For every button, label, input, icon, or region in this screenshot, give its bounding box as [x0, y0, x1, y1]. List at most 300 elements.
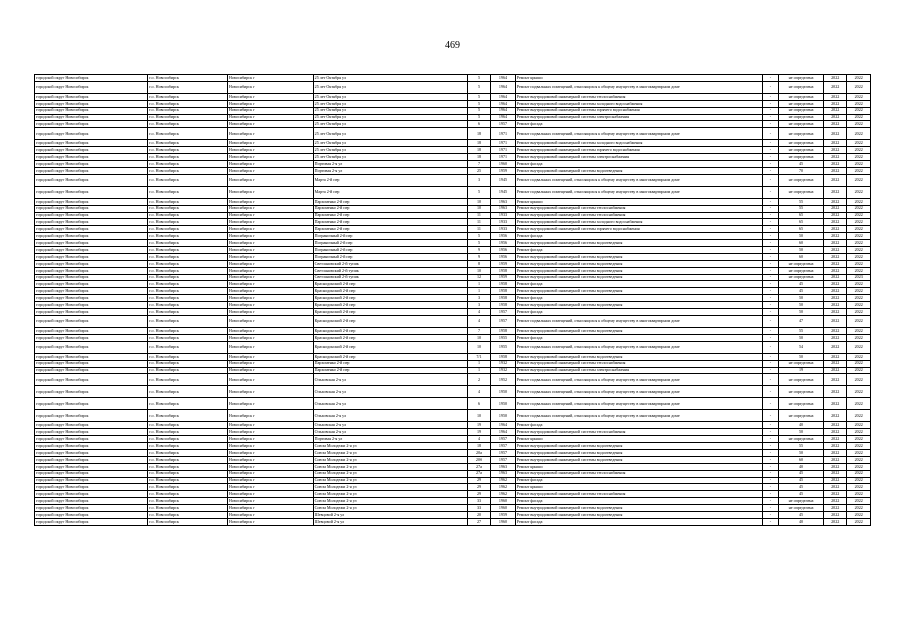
cell-settlement: г.о. Новосибирск [148, 374, 228, 386]
cell-house: 18 [467, 140, 490, 147]
cell-cost: 55 [779, 443, 824, 450]
cell-house: 4 [467, 315, 490, 327]
cell-municipality: городской округ Новосибирск [35, 386, 148, 398]
cell-municipality: городской округ Новосибирск [35, 140, 148, 147]
cell-street: Союза Молодежи 2-я ул [313, 491, 467, 498]
cell-area: - [762, 205, 778, 212]
cell-locality: Новосибирск г [227, 491, 313, 498]
cell-work: Ремонт фасада [515, 161, 762, 168]
cell-cost: не определена [779, 505, 824, 512]
cell-year: 1960 [491, 498, 515, 505]
cell-work: Ремонт крыши [515, 484, 762, 491]
cell-street: Светлановский 2-й тупик [313, 267, 467, 274]
cell-start: 2022 [823, 240, 846, 247]
cell-street: Пархоменко 2-й пер [313, 198, 467, 205]
cell-cost: не определена [779, 154, 824, 161]
cell-cost: 50 [779, 334, 824, 341]
cell-cost: не определена [779, 81, 824, 93]
cell-year: 1932 [491, 367, 515, 374]
cell-end: 2022 [847, 470, 871, 477]
cell-area: - [762, 226, 778, 233]
cell-house: 5 [467, 81, 490, 93]
cell-year: 1964 [491, 100, 515, 107]
cell-settlement: г.о. Новосибирск [148, 274, 228, 281]
cell-house: 18 [467, 154, 490, 161]
cell-house: 11 [467, 226, 490, 233]
cell-cost: 60 [779, 456, 824, 463]
cell-work: Ремонт фасада [515, 334, 762, 341]
cell-end: 2022 [847, 260, 871, 267]
cell-area: - [762, 456, 778, 463]
cell-cost: 45 [779, 281, 824, 288]
cell-settlement: г.о. Новосибирск [148, 128, 228, 140]
cell-house: 5 [467, 75, 490, 82]
cell-work: Ремонт внутридомовой инженерной системы электроснабжения [515, 154, 762, 161]
cell-locality: Новосибирск г [227, 295, 313, 302]
cell-work: Ремонт внутридомовой инженерной системы горячего водоснабжения [515, 147, 762, 154]
cell-cost: не определена [779, 374, 824, 386]
cell-street: Пограничный 2-й пер [313, 247, 467, 254]
cell-settlement: г.о. Новосибирск [148, 240, 228, 247]
cell-work: Ремонт внутридомовой инженерной системы холодного водоснабжения [515, 100, 762, 107]
cell-settlement: г.о. Новосибирск [148, 505, 228, 512]
cell-street: Союза Молодежи 2-я ул [313, 449, 467, 456]
cell-settlement: г.о. Новосибирск [148, 315, 228, 327]
cell-house: 11 [467, 212, 490, 219]
cell-year: 1950 [491, 386, 515, 398]
cell-cost: не определена [779, 147, 824, 154]
cell-cost: не определена [779, 174, 824, 186]
cell-locality: Новосибирск г [227, 315, 313, 327]
cell-cost: 45 [779, 491, 824, 498]
cell-locality: Новосибирск г [227, 374, 313, 386]
cell-house: 3 [467, 174, 490, 186]
cell-area: - [762, 429, 778, 436]
cell-area: - [762, 386, 778, 398]
cell-start: 2022 [823, 93, 846, 100]
cell-year: 1933 [491, 212, 515, 219]
cell-locality: Новосибирск г [227, 367, 313, 374]
cell-start: 2022 [823, 386, 846, 398]
cell-house: 1 [467, 288, 490, 295]
cell-locality: Новосибирск г [227, 288, 313, 295]
cell-year: 1955 [491, 334, 515, 341]
cell-year: 1959 [491, 274, 515, 281]
cell-work: Ремонт внутридомовой инженерной системы водоотведения [515, 167, 762, 174]
cell-year: 1971 [491, 147, 515, 154]
table-row [35, 212, 871, 219]
cell-settlement: г.о. Новосибирск [148, 253, 228, 260]
cell-start: 2022 [823, 518, 846, 525]
cell-work: Ремонт внутридомовой инженерной системы водоотведения [515, 511, 762, 518]
cell-cost: 45 [779, 511, 824, 518]
cell-area: - [762, 186, 778, 198]
cell-municipality: городской округ Новосибирск [35, 154, 148, 161]
cell-house: 6 [467, 398, 490, 410]
cell-street: Шевцовой 2-я ул [313, 518, 467, 525]
cell-house: 11 [467, 219, 490, 226]
cell-municipality: городской округ Новосибирск [35, 281, 148, 288]
cell-locality: Новосибирск г [227, 281, 313, 288]
cell-municipality: городской округ Новосибирск [35, 100, 148, 107]
cell-settlement: г.о. Новосибирск [148, 436, 228, 443]
cell-year: 1933 [491, 226, 515, 233]
cell-house: 4 [467, 386, 490, 398]
cell-work: Ремонт фасада [515, 477, 762, 484]
cell-settlement: г.о. Новосибирск [148, 309, 228, 316]
cell-locality: Новосибирск г [227, 147, 313, 154]
cell-work: Ремонт внутридомовой инженерной системы водоотведения [515, 449, 762, 456]
cell-cost: не определена [779, 100, 824, 107]
table-row [35, 219, 871, 226]
cell-cost: 45 [779, 477, 824, 484]
table-row [35, 470, 871, 477]
cell-municipality: городской округ Новосибирск [35, 491, 148, 498]
cell-locality: Новосибирск г [227, 429, 313, 436]
table-row [35, 491, 871, 498]
cell-year: 1959 [491, 511, 515, 518]
cell-start: 2022 [823, 429, 846, 436]
cell-municipality: городской округ Новосибирск [35, 367, 148, 374]
cell-locality: Новосибирск г [227, 253, 313, 260]
cell-start: 2022 [823, 154, 846, 161]
cell-locality: Новосибирск г [227, 128, 313, 140]
cell-area: - [762, 498, 778, 505]
cell-year: 1971 [491, 140, 515, 147]
cell-year: 1957 [491, 456, 515, 463]
table-row [35, 114, 871, 121]
cell-end: 2022 [847, 511, 871, 518]
table-row [35, 429, 871, 436]
cell-street: Пограничный 2-й пер [313, 240, 467, 247]
cell-locality: Новосибирск г [227, 205, 313, 212]
cell-locality: Новосибирск г [227, 226, 313, 233]
cell-municipality: городской округ Новосибирск [35, 302, 148, 309]
cell-municipality: городской округ Новосибирск [35, 288, 148, 295]
cell-year: 1962 [491, 477, 515, 484]
cell-end: 2022 [847, 186, 871, 198]
cell-year: 1956 [491, 240, 515, 247]
cell-locality: Новосибирск г [227, 81, 313, 93]
table-row [35, 315, 871, 327]
cell-settlement: г.о. Новосибирск [148, 267, 228, 274]
table-row [35, 511, 871, 518]
cell-street: Портовая 2-я ул [313, 436, 467, 443]
table-row [35, 436, 871, 443]
cell-house: 29 [467, 484, 490, 491]
cell-area: - [762, 154, 778, 161]
cell-municipality: городской округ Новосибирск [35, 449, 148, 456]
cell-house: 10 [467, 205, 490, 212]
cell-cost: не определена [779, 267, 824, 274]
cell-year: 1952 [491, 374, 515, 386]
cell-settlement: г.о. Новосибирск [148, 219, 228, 226]
cell-start: 2022 [823, 463, 846, 470]
cell-start: 2022 [823, 253, 846, 260]
cell-cost: не определена [779, 75, 824, 82]
cell-year: 1964 [491, 107, 515, 114]
cell-locality: Новосибирск г [227, 327, 313, 334]
cell-cost: не определена [779, 360, 824, 367]
cell-settlement: г.о. Новосибирск [148, 260, 228, 267]
cell-municipality: городской округ Новосибирск [35, 463, 148, 470]
cell-street: Пархоменко 2-й пер [313, 226, 467, 233]
cell-start: 2022 [823, 75, 846, 82]
cell-settlement: г.о. Новосибирск [148, 456, 228, 463]
cell-year: 1957 [491, 436, 515, 443]
cell-house: 7 [467, 327, 490, 334]
cell-end: 2022 [847, 247, 871, 254]
cell-cost: не определена [779, 93, 824, 100]
cell-municipality: городской округ Новосибирск [35, 309, 148, 316]
cell-area: - [762, 367, 778, 374]
cell-municipality: городской округ Новосибирск [35, 81, 148, 93]
cell-area: - [762, 422, 778, 429]
cell-end: 2022 [847, 422, 871, 429]
cell-locality: Новосибирск г [227, 360, 313, 367]
cell-cost: 55 [779, 327, 824, 334]
cell-start: 2022 [823, 295, 846, 302]
cell-municipality: городской округ Новосибирск [35, 75, 148, 82]
cell-work: Ремонт крыши [515, 198, 762, 205]
cell-settlement: г.о. Новосибирск [148, 360, 228, 367]
cell-house: 5 [467, 233, 490, 240]
cell-house: 8 [467, 260, 490, 267]
table-row [35, 253, 871, 260]
cell-start: 2022 [823, 436, 846, 443]
table-row [35, 174, 871, 186]
cell-house: 5 [467, 107, 490, 114]
cell-street: Краснодонский 2-й пер [313, 295, 467, 302]
cell-settlement: г.о. Новосибирск [148, 511, 228, 518]
table-row [35, 422, 871, 429]
cell-locality: Новосибирск г [227, 75, 313, 82]
cell-settlement: г.о. Новосибирск [148, 295, 228, 302]
cell-start: 2022 [823, 247, 846, 254]
cell-street: Пограничный 2-й пер [313, 253, 467, 260]
cell-work: Ремонт подвальных помещений, относящихся к общему имуществу в многоквартирном доме [515, 81, 762, 93]
cell-year: 1956 [491, 233, 515, 240]
cell-start: 2022 [823, 100, 846, 107]
cell-cost: 55 [779, 205, 824, 212]
cell-area: - [762, 341, 778, 353]
cell-start: 2022 [823, 140, 846, 147]
cell-street: Ольховская 2-я ул [313, 429, 467, 436]
cell-work: Ремонт внутридомовой инженерной системы теплоснабжения [515, 93, 762, 100]
cell-cost: не определена [779, 107, 824, 114]
cell-settlement: г.о. Новосибирск [148, 93, 228, 100]
table-row [35, 128, 871, 140]
cell-street: Пархоменко 2-й пер [313, 219, 467, 226]
cell-end: 2022 [847, 288, 871, 295]
cell-area: - [762, 174, 778, 186]
cell-year: 1962 [491, 491, 515, 498]
cell-area: - [762, 161, 778, 168]
cell-street: Союза Молодежи 2-я ул [313, 470, 467, 477]
cell-year: 1962 [491, 484, 515, 491]
cell-locality: Новосибирск г [227, 518, 313, 525]
cell-area: - [762, 302, 778, 309]
cell-end: 2022 [847, 93, 871, 100]
cell-locality: Новосибирск г [227, 410, 313, 422]
cell-street: 25 лет Октября ул [313, 75, 467, 82]
cell-year: 1964 [491, 93, 515, 100]
cell-end: 2022 [847, 341, 871, 353]
cell-area: - [762, 128, 778, 140]
cell-street: Пархоменко 2-й пер [313, 212, 467, 219]
cell-street: 25 лет Октября ул [313, 154, 467, 161]
cell-start: 2022 [823, 443, 846, 450]
cell-settlement: г.о. Новосибирск [148, 302, 228, 309]
cell-work: Ремонт внутридомовой инженерной системы водоотведения [515, 302, 762, 309]
table-row [35, 288, 871, 295]
cell-area: - [762, 107, 778, 114]
cell-municipality: городской округ Новосибирск [35, 511, 148, 518]
cell-street: Портовая 2-я ул [313, 161, 467, 168]
cell-street: Светлановский 2-й тупик [313, 274, 467, 281]
cell-work: Ремонт подвальных помещений, относящихся к общему имуществу в многоквартирном доме [515, 174, 762, 186]
cell-work: Ремонт подвальных помещений, относящихся к общему имуществу в многоквартирном доме [515, 374, 762, 386]
cell-cost: 60 [779, 253, 824, 260]
cell-locality: Новосибирск г [227, 334, 313, 341]
cell-end: 2022 [847, 463, 871, 470]
cell-area: - [762, 260, 778, 267]
cell-house: 5 [467, 93, 490, 100]
cell-area: - [762, 212, 778, 219]
cell-house: 19 [467, 422, 490, 429]
cell-settlement: г.о. Новосибирск [148, 247, 228, 254]
cell-end: 2022 [847, 219, 871, 226]
cell-house: 10 [467, 341, 490, 353]
cell-start: 2022 [823, 274, 846, 281]
cell-year: 1950 [491, 410, 515, 422]
cell-street: 25 лет Октября ул [313, 107, 467, 114]
cell-cost: 50 [779, 449, 824, 456]
cell-municipality: городской округ Новосибирск [35, 498, 148, 505]
cell-street: Краснодонский 2-й пер [313, 334, 467, 341]
cell-locality: Новосибирск г [227, 240, 313, 247]
cell-cost: 50 [779, 353, 824, 360]
table-row [35, 93, 871, 100]
cell-settlement: г.о. Новосибирск [148, 81, 228, 93]
cell-year: 1933 [491, 219, 515, 226]
cell-cost: не определена [779, 121, 824, 128]
cell-end: 2022 [847, 327, 871, 334]
cell-municipality: городской округ Новосибирск [35, 274, 148, 281]
cell-cost: 60 [779, 240, 824, 247]
cell-locality: Новосибирск г [227, 398, 313, 410]
cell-municipality: городской округ Новосибирск [35, 240, 148, 247]
cell-house: 25 [467, 167, 490, 174]
cell-end: 2022 [847, 302, 871, 309]
cell-house: 20а [467, 449, 490, 456]
cell-end: 2022 [847, 240, 871, 247]
cell-work: Ремонт внутридомовой инженерной системы теплоснабжения [515, 470, 762, 477]
cell-area: - [762, 81, 778, 93]
cell-cost: 45 [779, 470, 824, 477]
cell-cost: 45 [779, 288, 824, 295]
cell-street: Союза Молодежи 2-я ул [313, 477, 467, 484]
cell-area: - [762, 470, 778, 477]
cell-year: 1957 [491, 449, 515, 456]
cell-municipality: городской округ Новосибирск [35, 114, 148, 121]
cell-end: 2022 [847, 443, 871, 450]
cell-settlement: г.о. Новосибирск [148, 443, 228, 450]
cell-end: 2023 [847, 274, 871, 281]
cell-year: 1971 [491, 154, 515, 161]
cell-work: Ремонт фасада [515, 247, 762, 254]
table-row [35, 374, 871, 386]
cell-work: Ремонт фасада [515, 518, 762, 525]
cell-settlement: г.о. Новосибирск [148, 288, 228, 295]
cell-locality: Новосибирск г [227, 267, 313, 274]
cell-area: - [762, 219, 778, 226]
cell-work: Ремонт фасада [515, 281, 762, 288]
cell-end: 2022 [847, 505, 871, 512]
cell-house: 19 [467, 429, 490, 436]
cell-end: 2022 [847, 360, 871, 367]
cell-municipality: городской округ Новосибирск [35, 456, 148, 463]
cell-street: Краснодонский 2-й пер [313, 315, 467, 327]
table-row [35, 477, 871, 484]
table-row [35, 302, 871, 309]
cell-house: 2 [467, 374, 490, 386]
cell-house: 20 [467, 511, 490, 518]
cell-house: 3 [467, 295, 490, 302]
cell-year: 1958 [491, 302, 515, 309]
table-row [35, 233, 871, 240]
cell-year: 1964 [491, 114, 515, 121]
cell-end: 2022 [847, 174, 871, 186]
cell-locality: Новосибирск г [227, 154, 313, 161]
cell-start: 2022 [823, 81, 846, 93]
cell-area: - [762, 443, 778, 450]
table-row [35, 518, 871, 525]
cell-start: 2022 [823, 498, 846, 505]
cell-municipality: городской округ Новосибирск [35, 341, 148, 353]
cell-year: 1945 [491, 174, 515, 186]
cell-locality: Новосибирск г [227, 100, 313, 107]
cell-end: 2022 [847, 154, 871, 161]
cell-settlement: г.о. Новосибирск [148, 386, 228, 398]
table-row [35, 398, 871, 410]
cell-municipality: городской округ Новосибирск [35, 147, 148, 154]
cell-locality: Новосибирск г [227, 422, 313, 429]
cell-start: 2022 [823, 422, 846, 429]
cell-area: - [762, 484, 778, 491]
cell-year: 1959 [491, 260, 515, 267]
cell-work: Ремонт внутридомовой инженерной системы теплоснабжения [515, 429, 762, 436]
cell-year: 1950 [491, 398, 515, 410]
cell-year: 1963 [491, 470, 515, 477]
cell-municipality: городской округ Новосибирск [35, 295, 148, 302]
cell-year: 1964 [491, 75, 515, 82]
cell-year: 1955 [491, 341, 515, 353]
cell-area: - [762, 267, 778, 274]
cell-municipality: городской округ Новосибирск [35, 253, 148, 260]
cell-work: Ремонт подвальных помещений, относящихся к общему имуществу в многоквартирном доме [515, 410, 762, 422]
cell-work: Ремонт внутридомовой инженерной системы водоотведения [515, 327, 762, 334]
cell-year: 1964 [491, 422, 515, 429]
cell-work: Ремонт внутридомовой инженерной системы холодного водоснабжения [515, 140, 762, 147]
cell-house: 5 [467, 114, 490, 121]
cell-end: 2022 [847, 140, 871, 147]
cell-settlement: г.о. Новосибирск [148, 226, 228, 233]
cell-start: 2022 [823, 491, 846, 498]
cell-area: - [762, 511, 778, 518]
cell-start: 2022 [823, 470, 846, 477]
cell-end: 2022 [847, 212, 871, 219]
